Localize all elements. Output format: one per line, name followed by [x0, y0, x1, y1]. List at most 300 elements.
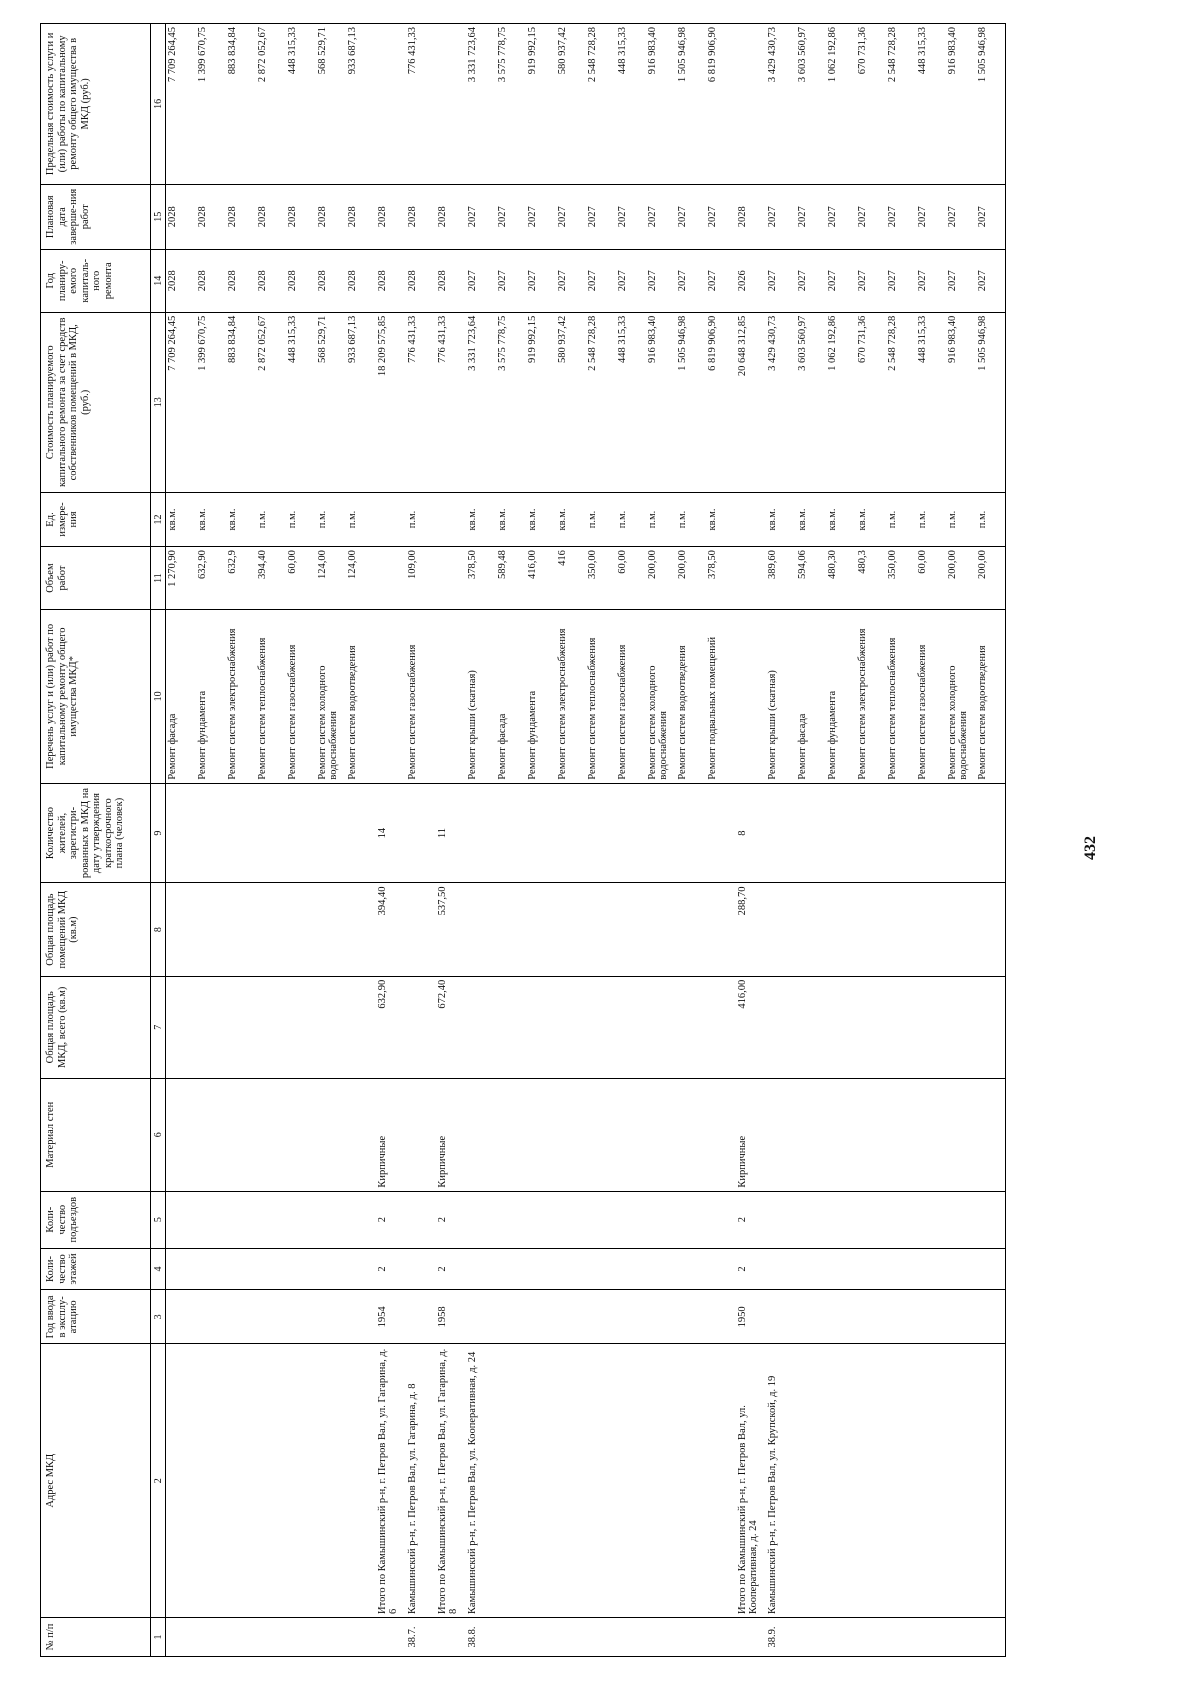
table-cell: 416,00 [736, 976, 766, 1078]
table-cell [556, 783, 586, 883]
table-cell: 6 819 906,90 [706, 312, 736, 492]
table-row [976, 24, 1006, 1657]
table-cell [526, 1290, 556, 1344]
table-cell [526, 1617, 556, 1656]
table-cell [316, 976, 346, 1078]
table-cell [286, 976, 316, 1078]
table-cell [346, 783, 376, 883]
table-cell [646, 976, 676, 1078]
table-cell: 3 331 723,64 [466, 312, 496, 492]
table-cell [886, 1078, 916, 1191]
table-cell: 632,9 [226, 547, 256, 610]
table-cell [256, 1191, 286, 1248]
table-cell [916, 783, 946, 883]
table-cell [646, 883, 676, 976]
table-cell [886, 783, 916, 883]
table-cell: 448 315,33 [286, 24, 316, 185]
table-cell [256, 1290, 286, 1344]
table-cell [556, 1617, 586, 1656]
table-cell [826, 1078, 856, 1191]
column-header: Общая площадь МКД, всего (кв.м) [41, 976, 151, 1078]
table-cell [616, 1248, 646, 1290]
table-cell: 2027 [826, 184, 856, 249]
table-cell: 3 575 778,75 [496, 312, 526, 492]
table-cell: 2027 [466, 249, 496, 312]
table-cell [406, 976, 436, 1078]
table-cell: Ремонт систем теплоснабжения [586, 610, 616, 784]
table-cell: 2 [436, 1191, 466, 1248]
table-cell [526, 1078, 556, 1191]
table-cell: 1958 [436, 1290, 466, 1344]
table-cell: п.м. [916, 492, 946, 546]
table-cell [466, 1078, 496, 1191]
column-number: 14 [151, 249, 166, 312]
table-cell: 7 709 264,45 [166, 24, 196, 185]
table-cell: 2027 [526, 184, 556, 249]
table-cell: Кирпичные [376, 1078, 406, 1191]
table-cell: 1 399 670,75 [196, 24, 226, 185]
table-cell [226, 1344, 256, 1617]
table-cell [736, 492, 766, 546]
table-cell [166, 1078, 196, 1191]
table-cell [226, 976, 256, 1078]
table-cell: 2027 [676, 249, 706, 312]
table-cell: Ремонт систем электроснабжения [856, 610, 886, 784]
table-cell: 6 819 906,90 [706, 24, 736, 185]
table-cell: 3 575 778,75 [496, 24, 526, 185]
table-cell: 200,00 [946, 547, 976, 610]
table-cell: 38.9. [766, 1617, 796, 1656]
table-cell: 2027 [916, 184, 946, 249]
table-cell [526, 976, 556, 1078]
table-row [466, 24, 496, 1657]
table-cell [316, 1191, 346, 1248]
table-cell: 2027 [856, 184, 886, 249]
table-cell: Ремонт фундамента [826, 610, 856, 784]
table-cell [286, 1344, 316, 1617]
table-row [256, 24, 286, 1657]
table-cell [376, 547, 406, 610]
table-cell: Ремонт фасада [166, 610, 196, 784]
table-cell [586, 976, 616, 1078]
table-cell: п.м. [616, 492, 646, 546]
table-row [346, 24, 376, 1657]
table-cell: 1 505 946,98 [976, 24, 1006, 185]
table-cell [826, 1344, 856, 1617]
table-cell: 2027 [556, 184, 586, 249]
table-cell [646, 1078, 676, 1191]
table-cell [346, 1290, 376, 1344]
table-cell [766, 1290, 796, 1344]
table-cell: 883 834,84 [226, 312, 256, 492]
table-cell [706, 1078, 736, 1191]
table-cell [586, 1290, 616, 1344]
table-cell [916, 883, 946, 976]
table-cell [286, 1617, 316, 1656]
table-cell: 389,60 [766, 547, 796, 610]
table-cell [766, 976, 796, 1078]
table-cell: 2027 [766, 249, 796, 312]
table-cell: 448 315,33 [916, 24, 946, 185]
table-cell: 2 548 728,28 [886, 24, 916, 185]
table-cell [706, 1191, 736, 1248]
table-cell [706, 1617, 736, 1656]
table-cell [196, 1290, 226, 1344]
column-header: Плановая дата заверше-ния работ [41, 184, 151, 249]
table-cell: 2028 [166, 184, 196, 249]
table-cell: п.м. [586, 492, 616, 546]
table-row [796, 24, 826, 1657]
column-header: Количество жителей, зарегистри-рованных в МКД на дату утверждения краткосрочного плана (человек) [41, 783, 151, 883]
table-cell [706, 883, 736, 976]
table-cell [796, 1191, 826, 1248]
table-cell: 20 648 312,85 [736, 312, 766, 492]
table-cell: 350,00 [586, 547, 616, 610]
table-cell [976, 1290, 1006, 1344]
table-cell [766, 883, 796, 976]
table-cell: 916 983,40 [946, 312, 976, 492]
table-cell [766, 1248, 796, 1290]
table-cell [826, 1191, 856, 1248]
table-cell [856, 1191, 886, 1248]
table-cell [436, 24, 466, 185]
table-cell [286, 1248, 316, 1290]
table-cell: п.м. [946, 492, 976, 546]
table-cell [436, 492, 466, 546]
table-row [916, 24, 946, 1657]
table-cell: 1 399 670,75 [196, 312, 226, 492]
table-cell: п.м. [256, 492, 286, 546]
table-cell: 776 431,33 [406, 24, 436, 185]
table-cell: Ремонт систем газоснабжения [616, 610, 646, 784]
table-cell [556, 1248, 586, 1290]
table-cell [616, 883, 646, 976]
table-cell [976, 1078, 1006, 1191]
table-cell: 2028 [256, 184, 286, 249]
table-cell [526, 883, 556, 976]
column-number: 5 [151, 1191, 166, 1248]
table-cell: 2 [376, 1191, 406, 1248]
table-cell: 776 431,33 [406, 312, 436, 492]
column-header: Стоимость планируемого капитального ремонта за счет средств собственников помещений в МКД, (руб.) [41, 312, 151, 492]
table-cell: 2 [736, 1191, 766, 1248]
table-cell: Ремонт систем газоснабжения [406, 610, 436, 784]
table-cell [166, 783, 196, 883]
table-cell: Кирпичные [436, 1078, 466, 1191]
table-cell [406, 783, 436, 883]
table-cell [586, 783, 616, 883]
table-cell [676, 1191, 706, 1248]
table-cell [406, 1191, 436, 1248]
table-cell: 916 983,40 [646, 312, 676, 492]
table-cell: 537,50 [436, 883, 466, 976]
table-cell [346, 976, 376, 1078]
table-cell: 3 331 723,64 [466, 24, 496, 185]
table-cell [976, 1344, 1006, 1617]
table-row [676, 24, 706, 1657]
table-cell [676, 883, 706, 976]
table-cell: кв.м. [556, 492, 586, 546]
table-cell [916, 1191, 946, 1248]
table-cell: 883 834,84 [226, 24, 256, 185]
table-cell: 2027 [706, 249, 736, 312]
table-row [196, 24, 226, 1657]
table-cell: 580 937,42 [556, 312, 586, 492]
table-cell: Ремонт систем водоотведения [346, 610, 376, 784]
table-cell: 2028 [436, 184, 466, 249]
table-cell [196, 1617, 226, 1656]
table-cell [256, 976, 286, 1078]
table-cell [856, 1248, 886, 1290]
table-cell [316, 1617, 346, 1656]
table-cell: п.м. [976, 492, 1006, 546]
table-cell: 2028 [286, 184, 316, 249]
table-cell [766, 783, 796, 883]
table-cell: 200,00 [676, 547, 706, 610]
column-header: № п/п [41, 1617, 151, 1656]
table-cell: 60,00 [286, 547, 316, 610]
table-cell [736, 1617, 766, 1656]
table-cell: 2028 [316, 249, 346, 312]
column-header: Объем работ [41, 547, 151, 610]
table-cell [886, 1248, 916, 1290]
table-cell [286, 1191, 316, 1248]
table-cell [796, 1617, 826, 1656]
column-header: Ед. измере-ния [41, 492, 151, 546]
capital-repair-table [40, 23, 1006, 1657]
column-number: 15 [151, 184, 166, 249]
table-cell: 124,00 [316, 547, 346, 610]
table-cell [646, 1290, 676, 1344]
table-cell: Ремонт систем холодного водоснабжения [646, 610, 676, 784]
table-cell [316, 1344, 346, 1617]
table-row [496, 24, 526, 1657]
table-cell [406, 1248, 436, 1290]
table-cell: 933 687,13 [346, 312, 376, 492]
column-number: 6 [151, 1078, 166, 1191]
table-cell: Ремонт систем газоснабжения [916, 610, 946, 784]
table-cell [316, 783, 346, 883]
table-cell: 1 505 946,98 [976, 312, 1006, 492]
table-cell: 2027 [916, 249, 946, 312]
table-cell [586, 1191, 616, 1248]
table-cell [556, 1078, 586, 1191]
table-cell [196, 1078, 226, 1191]
table-cell: 2027 [646, 249, 676, 312]
table-cell: 2027 [586, 184, 616, 249]
table-cell [616, 1290, 646, 1344]
table-cell [946, 1344, 976, 1617]
table-cell: 2027 [796, 249, 826, 312]
table-cell: 2028 [346, 249, 376, 312]
table-cell: кв.м. [226, 492, 256, 546]
table-cell: 480,30 [826, 547, 856, 610]
table-cell [946, 1617, 976, 1656]
table-cell: 60,00 [616, 547, 646, 610]
table-cell [646, 1617, 676, 1656]
table-cell [946, 783, 976, 883]
table-cell [466, 976, 496, 1078]
table-cell: кв.м. [196, 492, 226, 546]
column-number-row [151, 24, 166, 1657]
table-cell [256, 1344, 286, 1617]
table-cell: кв.м. [796, 492, 826, 546]
table-cell: 568 529,71 [316, 312, 346, 492]
table-row [436, 24, 466, 1657]
column-number: 16 [151, 24, 166, 185]
column-number: 1 [151, 1617, 166, 1656]
column-header: Адрес МКД [41, 1344, 151, 1617]
column-number: 7 [151, 976, 166, 1078]
table-row [616, 24, 646, 1657]
table-row [826, 24, 856, 1657]
table-cell: 1 062 192,86 [826, 312, 856, 492]
table-cell: кв.м. [496, 492, 526, 546]
table-cell: 2028 [406, 184, 436, 249]
table-cell [316, 1248, 346, 1290]
table-cell [946, 1248, 976, 1290]
table-cell [556, 1290, 586, 1344]
table-row [316, 24, 346, 1657]
table-cell [976, 1617, 1006, 1656]
table-cell: 1 505 946,98 [676, 312, 706, 492]
table-cell [466, 883, 496, 976]
table-cell: Ремонт систем теплоснабжения [256, 610, 286, 784]
table-cell: 776 431,33 [436, 312, 466, 492]
table-cell [166, 1617, 196, 1656]
column-number: 12 [151, 492, 166, 546]
table-cell [286, 1078, 316, 1191]
table-cell [886, 1344, 916, 1617]
table-cell [376, 1617, 406, 1656]
table-row [946, 24, 976, 1657]
table-cell [976, 1191, 1006, 1248]
table-cell [616, 1191, 646, 1248]
table-cell: 632,90 [196, 547, 226, 610]
table-cell: кв.м. [706, 492, 736, 546]
table-cell [226, 1248, 256, 1290]
table-cell [166, 883, 196, 976]
table-cell: 2027 [616, 249, 646, 312]
table-cell [616, 976, 646, 1078]
table-cell: 2027 [646, 184, 676, 249]
table-cell: 394,40 [256, 547, 286, 610]
table-cell: 2027 [886, 184, 916, 249]
table-cell: 448 315,33 [286, 312, 316, 492]
table-cell [406, 1290, 436, 1344]
table-cell: 416,00 [526, 547, 556, 610]
table-cell: 2027 [766, 184, 796, 249]
table-cell [826, 883, 856, 976]
table-cell [556, 1191, 586, 1248]
table-cell: кв.м. [166, 492, 196, 546]
table-cell: 2028 [226, 184, 256, 249]
table-cell: 2 872 052,67 [256, 24, 286, 185]
table-cell [316, 1290, 346, 1344]
table-cell [706, 1248, 736, 1290]
table-cell [676, 1248, 706, 1290]
table-cell: 2027 [976, 184, 1006, 249]
table-cell: 2 [376, 1248, 406, 1290]
table-cell: кв.м. [526, 492, 556, 546]
table-cell [916, 1344, 946, 1617]
table-cell [856, 1617, 886, 1656]
table-cell [916, 1617, 946, 1656]
table-cell [796, 1290, 826, 1344]
table-cell [766, 1191, 796, 1248]
table-cell [796, 976, 826, 1078]
table-cell [886, 976, 916, 1078]
table-cell [646, 783, 676, 883]
table-cell [946, 976, 976, 1078]
table-cell: 416 [556, 547, 586, 610]
table-cell [886, 1191, 916, 1248]
table-cell: 18 209 575,85 [376, 312, 406, 492]
table-cell: п.м. [676, 492, 706, 546]
table-cell: Кирпичные [736, 1078, 766, 1191]
table-cell: 200,00 [976, 547, 1006, 610]
table-cell: 2 [436, 1248, 466, 1290]
table-cell: 2027 [976, 249, 1006, 312]
table-cell [796, 1248, 826, 1290]
table-cell: 2027 [496, 184, 526, 249]
table-cell: 11 [436, 783, 466, 883]
table-cell [406, 883, 436, 976]
table-cell [676, 976, 706, 1078]
table-cell: 589,48 [496, 547, 526, 610]
table-cell: кв.м. [466, 492, 496, 546]
table-cell [676, 1290, 706, 1344]
table-cell: 2027 [946, 184, 976, 249]
table-cell [256, 783, 286, 883]
column-number: 3 [151, 1290, 166, 1344]
table-cell [706, 1344, 736, 1617]
table-cell: 3 429 430,73 [766, 312, 796, 492]
table-cell: 1954 [376, 1290, 406, 1344]
table-cell: 2028 [736, 184, 766, 249]
column-number: 13 [151, 312, 166, 492]
table-row [586, 24, 616, 1657]
table-cell: Итого по Камышинский р-н, г. Петров Вал, ул. Гагарина, д. 8 [436, 1344, 466, 1617]
table-cell [346, 1248, 376, 1290]
table-cell [856, 783, 886, 883]
table-cell [526, 783, 556, 883]
table-cell: 2027 [556, 249, 586, 312]
table-cell: Ремонт систем водоотведения [676, 610, 706, 784]
table-cell: 2028 [256, 249, 286, 312]
column-header: Год планиру-емого капиталь-ного ремонта [41, 249, 151, 312]
table-cell [256, 1617, 286, 1656]
table-cell [706, 976, 736, 1078]
table-cell [526, 1344, 556, 1617]
table-cell [796, 883, 826, 976]
table-cell [226, 783, 256, 883]
column-number: 4 [151, 1248, 166, 1290]
table-cell [616, 1344, 646, 1617]
table-cell [466, 1191, 496, 1248]
table-cell: 480,3 [856, 547, 886, 610]
table-cell [946, 1191, 976, 1248]
table-cell: 394,40 [376, 883, 406, 976]
table-cell [586, 1617, 616, 1656]
table-cell: 14 [376, 783, 406, 883]
table-cell [196, 1248, 226, 1290]
table-cell: Камышинский р-н, г. Петров Вал, ул. Гагарина, д. 8 [406, 1344, 436, 1617]
table-cell: 2 [736, 1248, 766, 1290]
table-cell [916, 1078, 946, 1191]
table-cell: 3 603 560,97 [796, 24, 826, 185]
table-cell: 378,50 [466, 547, 496, 610]
